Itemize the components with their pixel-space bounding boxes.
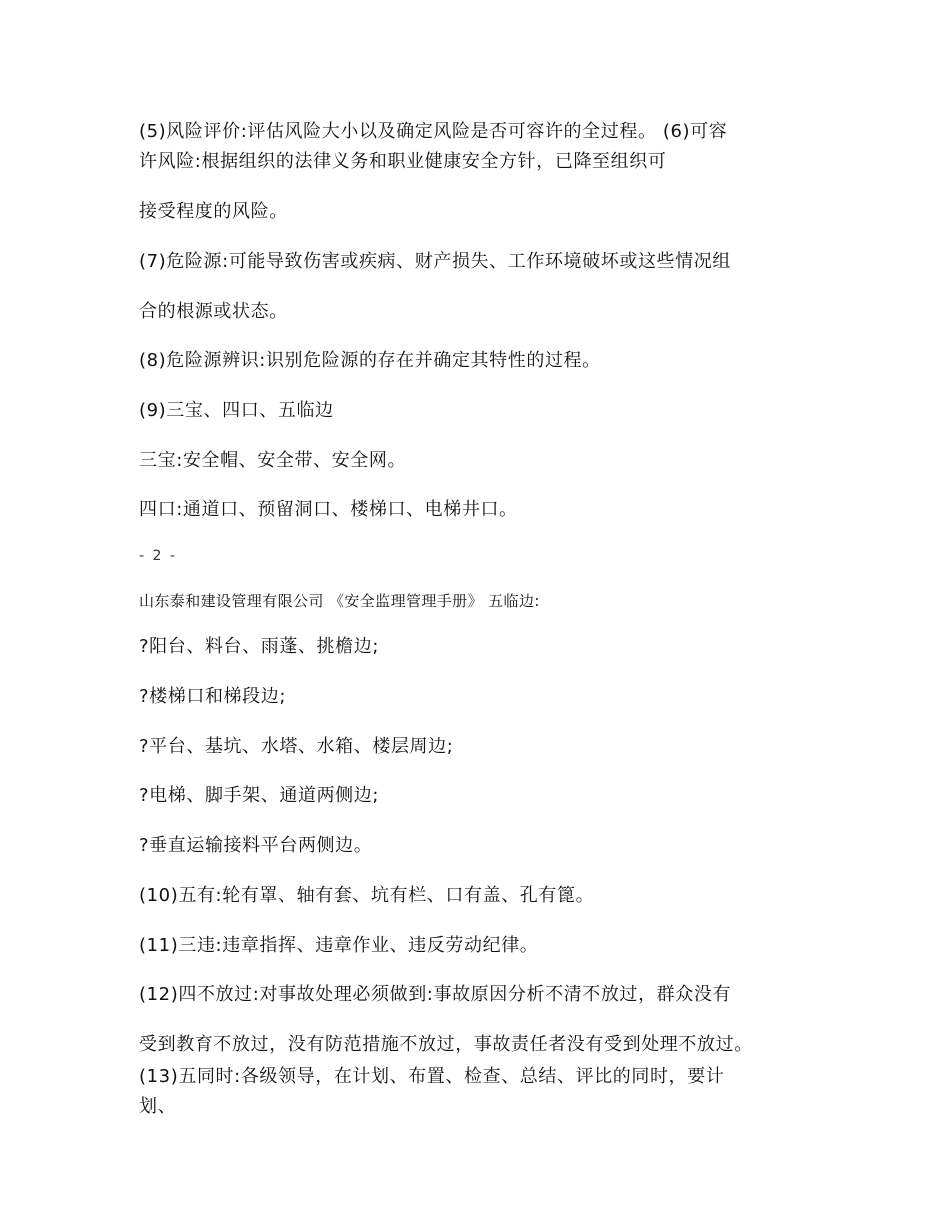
page-number: - 2 - <box>139 548 177 564</box>
text-line-risk-evaluation: (5)风险评价:评估风险大小以及确定风险是否可容许的全过程。 (6)可容 <box>139 121 728 142</box>
text-line-hazard-identification: (8)危险源辨识:识别危险源的存在并确定其特性的过程。 <box>139 350 601 371</box>
text-line-five-simultaneous-cont: 划、 <box>139 1096 177 1117</box>
text-line-four-not-let-go: (12)四不放过:对事故处理必须做到:事故原因分析不清不放过，群众没有 <box>139 984 732 1005</box>
running-header: 山东泰和建设管理有限公司 《安全监理管理手册》 五临边: <box>139 592 540 610</box>
text-line-hazard-source: (7)危险源:可能导致伤害或疾病、财产损失、工作环境破坏或这些情况组 <box>139 251 731 272</box>
text-line-four-not-let-go-cont: 受到教育不放过，没有防范措施不放过，事故责任者没有受到处理不放过。 <box>139 1034 753 1055</box>
text-line-acceptable-risk-cont: 接受程度的风险。 <box>139 201 288 222</box>
text-line-five-simultaneous: (13)五同时:各级领导，在计划、布置、检查、总结、评比的同时，要计 <box>139 1066 725 1087</box>
text-line-acceptable-risk: 许风险:根据组织的法律义务和职业健康安全方针，已降至组织可 <box>139 151 667 172</box>
text-line-four-openings: 四口:通道口、预留洞口、楼梯口、电梯井口。 <box>139 499 518 520</box>
text-line-three-violations: (11)三违:违章指挥、违章作业、违反劳动纪律。 <box>139 935 539 956</box>
text-line-edge-3: ?平台、基坑、水塔、水箱、楼层周边; <box>139 736 454 757</box>
text-line-five-haves: (10)五有:轮有罩、轴有套、坑有栏、口有盖、孔有篦。 <box>139 885 595 906</box>
text-line-edge-5: ?垂直运输接料平台两侧边。 <box>139 835 373 856</box>
text-line-hazard-source-cont: 合的根源或状态。 <box>139 301 288 322</box>
text-line-three-treasures: 三宝:安全帽、安全带、安全网。 <box>139 450 407 471</box>
text-line-edge-4: ?电梯、脚手架、通道两侧边; <box>139 785 380 806</box>
text-line-edge-1: ?阳台、料台、雨蓬、挑檐边; <box>139 636 380 657</box>
text-line-three-four-five: (9)三宝、四口、五临边 <box>139 400 334 421</box>
text-line-edge-2: ?楼梯口和梯段边; <box>139 686 287 707</box>
